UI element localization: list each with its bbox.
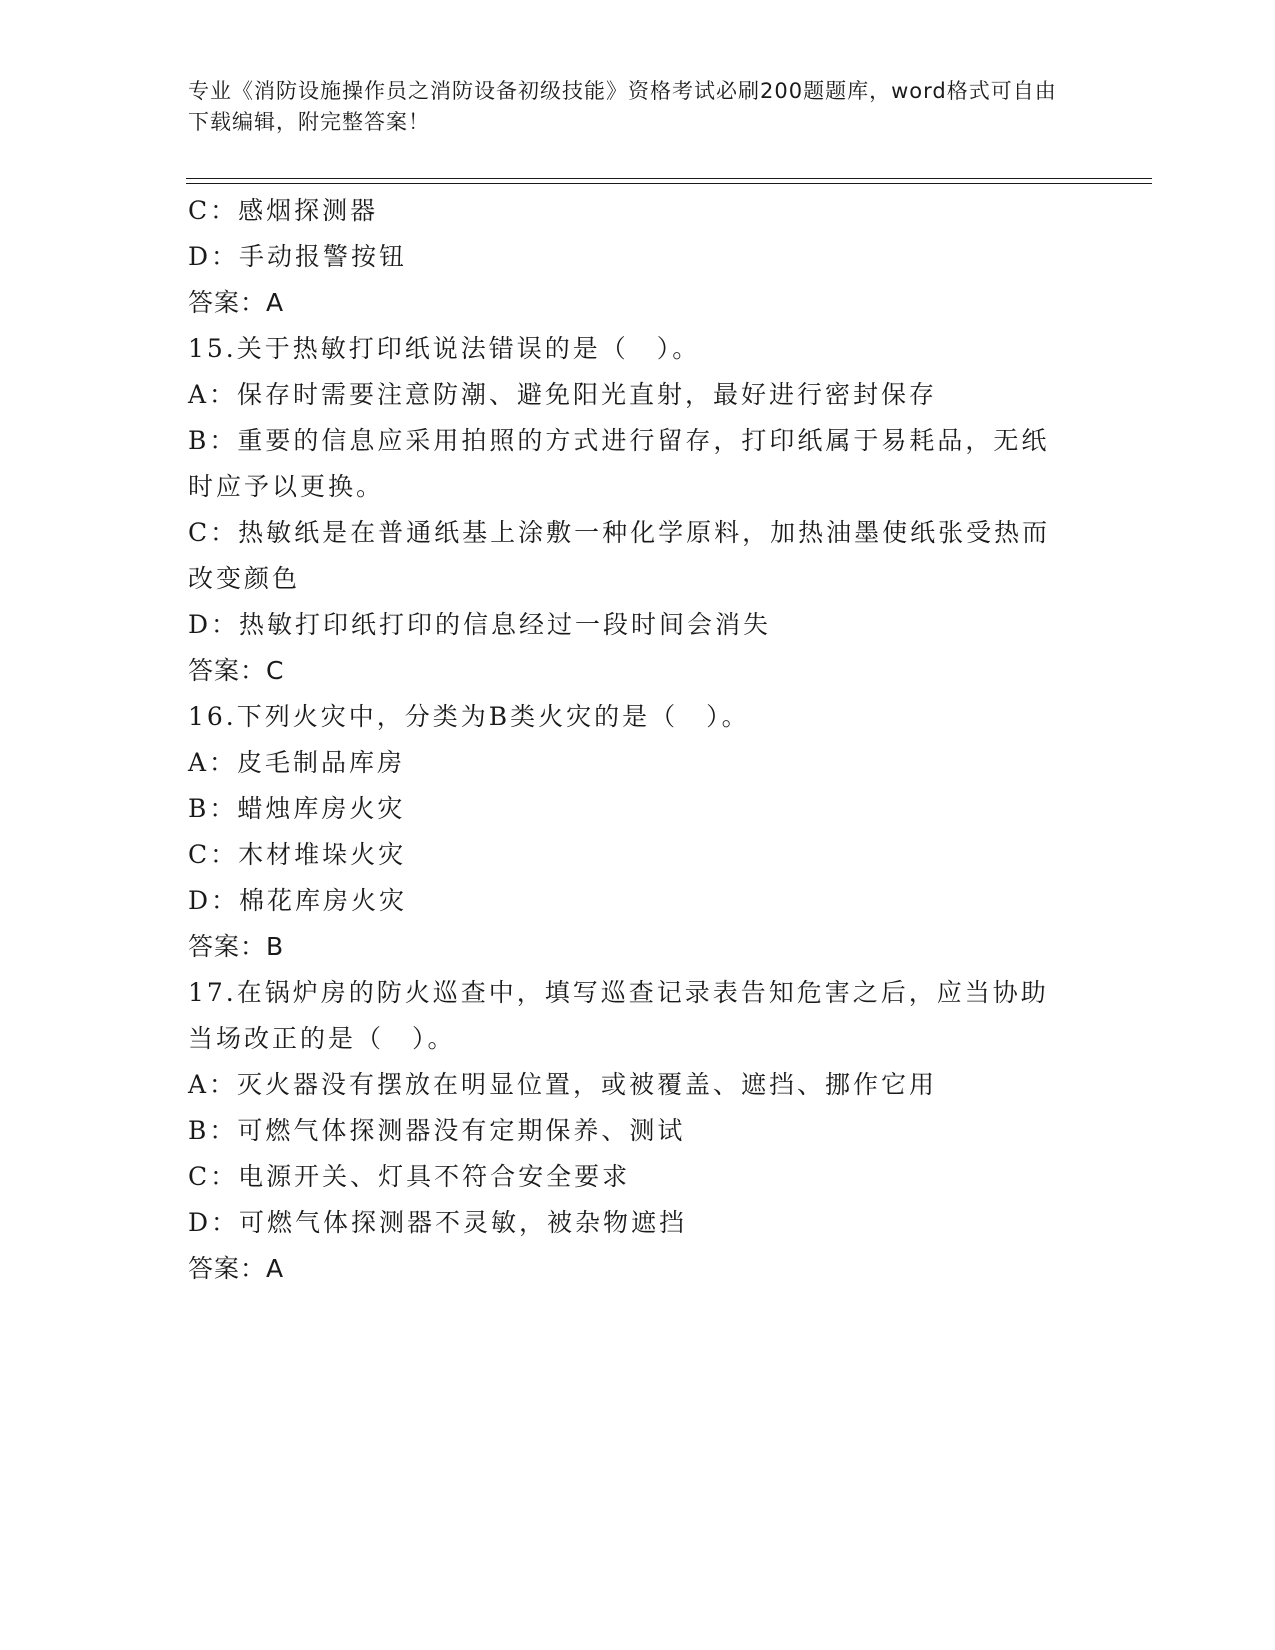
option-c-continued: 改变颜色 [188, 564, 301, 593]
option-a: A：保存时需要注意防潮、避免阳光直射，最好进行密封保存 [188, 380, 938, 409]
option-d: D：热敏打印纸打印的信息经过一段时间会消失 [188, 610, 772, 639]
answer: 答案：B [188, 932, 285, 961]
document-body [188, 188, 1088, 1292]
option-a: A：灭火器没有摆放在明显位置，或被覆盖、遮挡、挪作它用 [188, 1070, 938, 1099]
question-17 [188, 970, 1088, 1292]
question-stem-continued: 当场改正的是（ ）。 [188, 1024, 456, 1053]
answer: 答案：A [188, 288, 285, 317]
option-c: C：感烟探测器 [188, 196, 379, 225]
question-stem: 17.在锅炉房的防火巡查中，填写巡查记录表告知危害之后，应当协助 [188, 978, 1049, 1007]
option-d: D：可燃气体探测器不灵敏，被杂物遮挡 [188, 1208, 688, 1237]
question-stem: 15.关于热敏打印纸说法错误的是（ ）。 [188, 334, 701, 363]
option-d: D：棉花库房火灾 [188, 886, 408, 915]
header-divider-bottom [186, 183, 1152, 184]
option-c: C：热敏纸是在普通纸基上涂敷一种化学原料，加热油墨使纸张受热而 [188, 518, 1051, 547]
option-d: D：手动报警按钮 [188, 242, 408, 271]
option-b: B：可燃气体探测器没有定期保养、测试 [188, 1116, 686, 1145]
answer: 答案：C [188, 656, 285, 685]
page-header: 专业《消防设施操作员之消防设备初级技能》资格考试必刷200题题库，word格式可自由下载编辑，附完整答案！ [188, 79, 1057, 134]
header-divider-top [186, 178, 1152, 179]
question-16 [188, 694, 1088, 970]
question-15 [188, 326, 1088, 694]
option-a: A：皮毛制品库房 [188, 748, 406, 777]
question-14-partial [188, 188, 1088, 326]
answer: 答案：A [188, 1254, 285, 1283]
option-b: B：重要的信息应采用拍照的方式进行留存，打印纸属于易耗品，无纸 [188, 426, 1050, 455]
option-c: C：电源开关、灯具不符合安全要求 [188, 1162, 631, 1191]
question-stem: 16.下列火灾中，分类为B类火灾的是（ ）。 [188, 702, 750, 731]
option-b: B：蜡烛库房火灾 [188, 794, 406, 823]
option-c: C：木材堆垛火灾 [188, 840, 407, 869]
option-b-continued: 时应予以更换。 [188, 472, 385, 501]
